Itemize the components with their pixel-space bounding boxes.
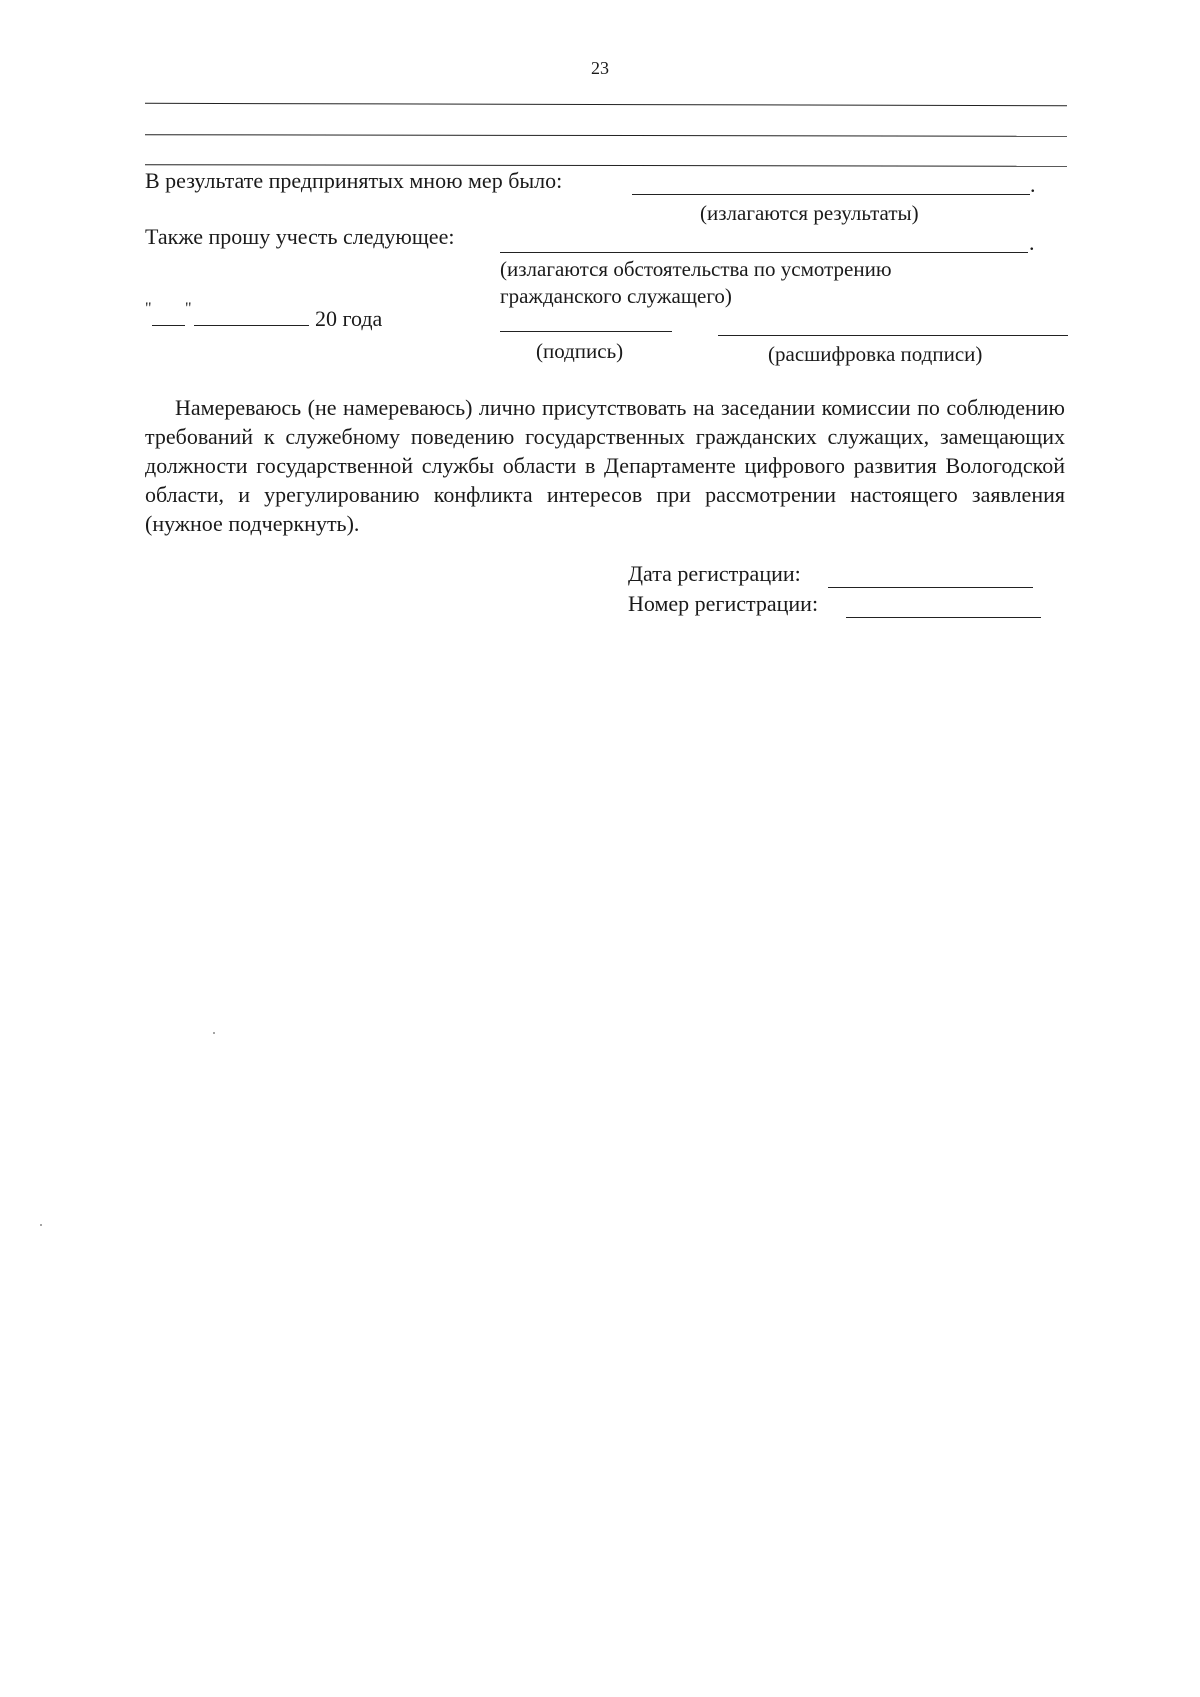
blank-line-2 — [145, 134, 1067, 137]
date-quote-close: " — [185, 300, 192, 317]
signature-decode-line — [718, 335, 1068, 336]
also-label: Также прошу учесть следующее: — [145, 224, 455, 249]
signature-caption: (подпись) — [536, 339, 624, 363]
scan-speck — [213, 1032, 215, 1034]
page-number: 23 — [591, 58, 609, 78]
also-caption-line1: (излагаются обстоятельства по усмотрению — [500, 257, 892, 281]
signature-decode-caption: (расшифровка подписи) — [768, 342, 983, 366]
scan-speck — [40, 1224, 42, 1226]
intent-paragraph: Намереваюсь (не намереваюсь) лично присутствовать на заседании комиссии по соблюдению требований к служебному поведению государственных гражданских служащих, замещающих должности государственной службы области в Департаменте цифрового развития Вологодской области, и урегулированию конфликта интересов при рассмотрении настоящего заявления (нужное подчеркнуть). — [145, 395, 1065, 536]
signature-line — [500, 331, 672, 332]
date-month-line — [194, 325, 309, 326]
registration-number-label: Номер регистрации: — [628, 591, 819, 616]
registration-date-line — [828, 587, 1033, 588]
results-label: В результате предпринятых мною мер было: — [145, 168, 563, 193]
registration-number-line — [846, 617, 1041, 618]
also-period: . — [1029, 230, 1035, 255]
date-quote-open: " — [145, 300, 152, 317]
results-caption: (излагаются результаты) — [700, 201, 919, 225]
also-fill-line — [500, 252, 1028, 253]
results-period: . — [1030, 172, 1036, 197]
blank-line-3 — [145, 164, 1067, 167]
also-caption-line2: гражданского служащего) — [500, 284, 732, 308]
blank-line-1 — [145, 103, 1067, 106]
results-fill-line — [632, 194, 1030, 195]
date-year: 20 года — [315, 306, 383, 331]
registration-date-label: Дата регистрации: — [628, 561, 801, 586]
date-day-line — [152, 325, 185, 326]
